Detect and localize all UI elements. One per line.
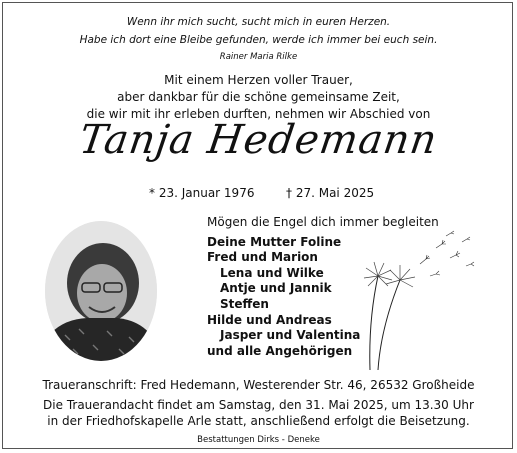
mourner-line: Deine Mutter Foline (207, 234, 342, 249)
service-line-2: in der Friedhofskapelle Arle statt, anschließend erfolgt die Beisetzung. (47, 414, 470, 428)
mourning-address: Traueranschrift: Fred Hedemann, Westerender Str. 46, 26532 Großheide (42, 378, 475, 392)
mourner-line: und alle Angehörigen (207, 343, 353, 358)
intro-line-3: die wir mit ihr erleben durften, nehmen wir Abschied von (86, 107, 431, 121)
mourner-line: Lena und Wilke (220, 265, 324, 280)
birth-date: * 23. Januar 1976 (149, 186, 255, 200)
poem-author: Rainer Maria Rilke (219, 52, 298, 62)
undertaker-name: Bestattungen Dirks - Deneke (197, 435, 320, 445)
mourner-line: Jasper und Valentina (220, 328, 361, 343)
intro-line-1: Mit einem Herzen voller Trauer, (164, 73, 353, 87)
poem-line-1: Wenn ihr mich sucht, sucht mich in euren Herzen. (126, 16, 391, 28)
mourner-line: Fred und Marion (207, 250, 318, 265)
deceased-name: Tanja Hedemann (76, 117, 441, 163)
portrait-illustration (45, 221, 157, 361)
portrait-photo (45, 221, 157, 361)
mourner-line: Antje und Jannik (220, 281, 332, 296)
intro-line-2: aber dankbar für die schöne gemeinsame Zeit, (117, 90, 400, 104)
mourners-heading: Mögen die Engel dich immer begleiten (207, 215, 439, 229)
mourner-line: Steffen (220, 296, 269, 311)
service-line-1: Die Trauerandacht findet am Samstag, den 31. Mai 2025, um 13.30 Uhr (43, 398, 474, 412)
dandelion-icon (338, 228, 478, 370)
death-date: † 27. Mai 2025 (286, 186, 375, 200)
poem-line-2: Habe ich dort eine Bleibe gefunden, werde ich immer bei euch sein. (79, 34, 438, 46)
mourner-line: Hilde und Andreas (207, 312, 332, 327)
